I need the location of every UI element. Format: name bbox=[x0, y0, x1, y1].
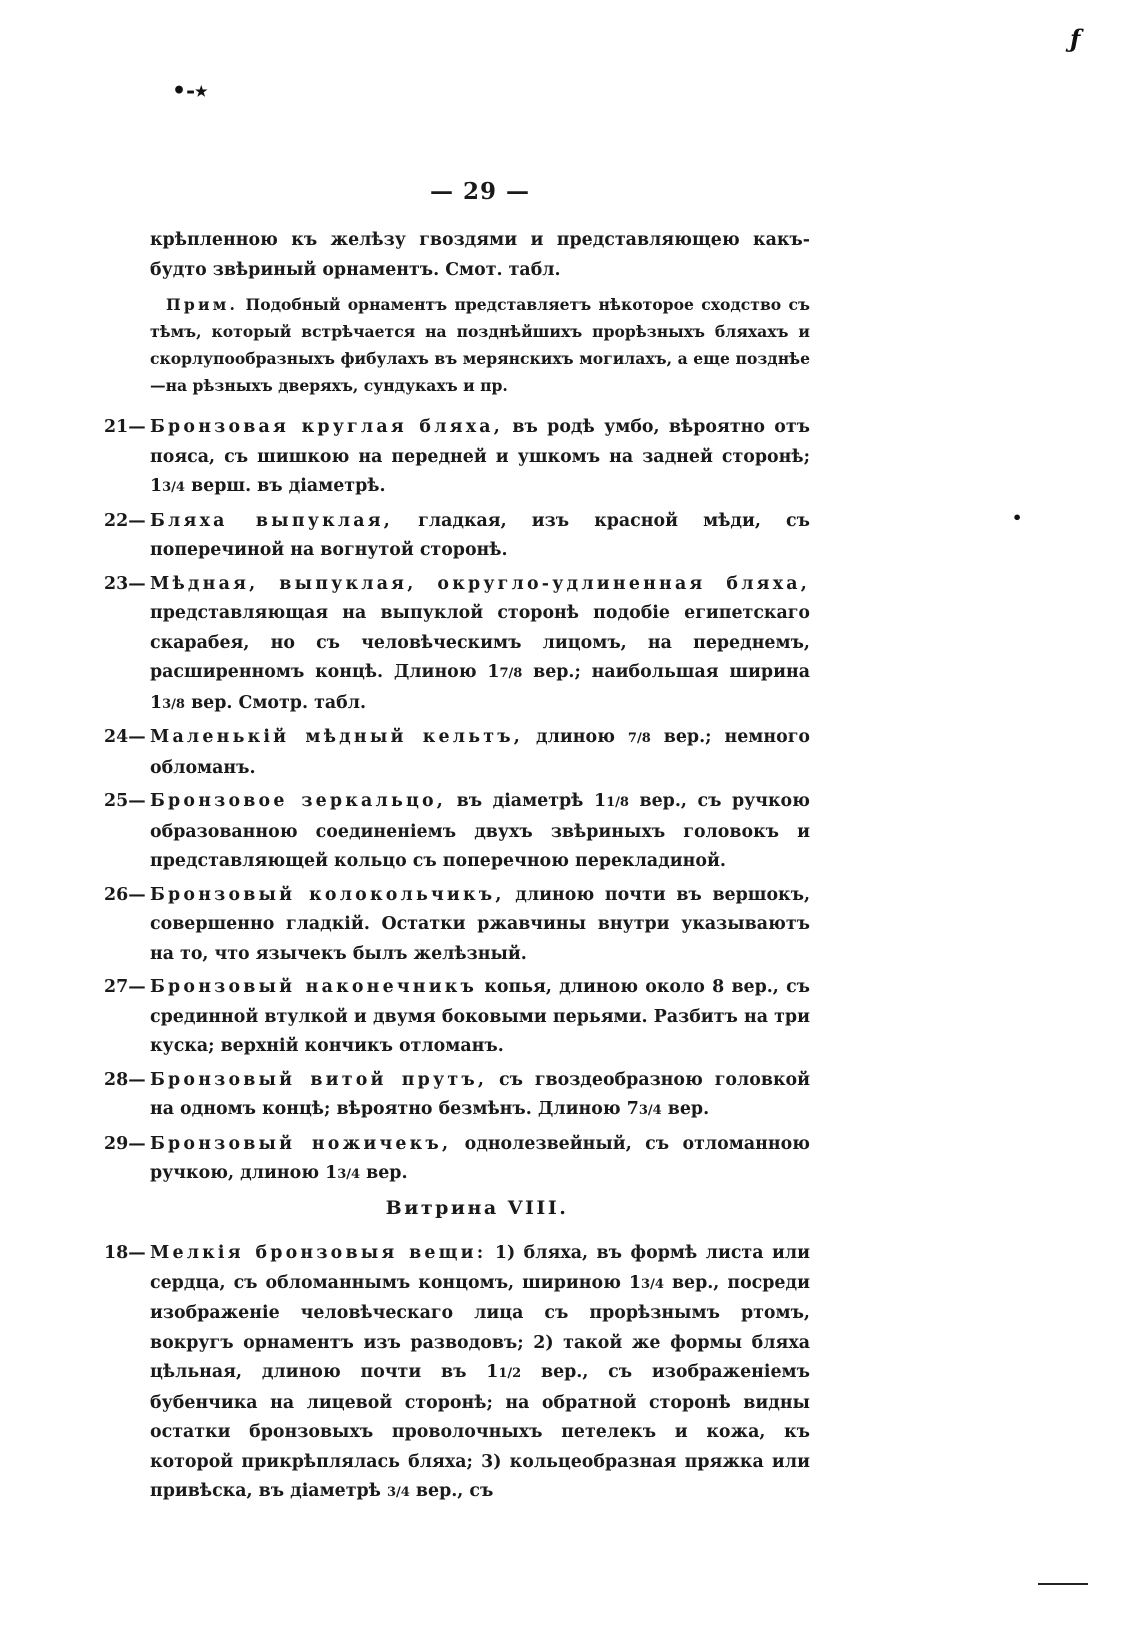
fraction: 3/4 bbox=[641, 1276, 664, 1292]
item-text: вер. bbox=[360, 1163, 408, 1183]
item-text: въ родѣ умбо, вѣроятно отъ пояса, съ шишкою на передней и ушкомъ на задней сторонѣ; 1 bbox=[150, 417, 811, 496]
bottom-rule bbox=[1038, 1583, 1088, 1585]
item-body bbox=[150, 973, 810, 1062]
item-number: 21— bbox=[104, 417, 146, 437]
fraction: 7/8 bbox=[499, 666, 523, 681]
section-heading: Витрина VIII. bbox=[385, 1196, 569, 1219]
item-body bbox=[150, 723, 810, 783]
catalog-item-29 bbox=[104, 1130, 810, 1190]
page-number: — 29 — bbox=[429, 178, 531, 205]
item-number: 25— bbox=[104, 791, 146, 811]
item-text: длиною bbox=[536, 727, 628, 747]
item-lead: Бронзовый колокольчикъ, bbox=[150, 884, 505, 905]
item-text: длиною почти въ вершокъ, совершенно гладкій. Остатки ржавчины внутри указываютъ на то, что язычекъ былъ желѣзный. bbox=[150, 884, 810, 964]
note-lead: Прим. bbox=[166, 295, 239, 314]
item-body bbox=[150, 507, 810, 566]
item-number: 26— bbox=[104, 884, 146, 905]
item-text: съ гвоздеобразною головкой на одномъ концѣ; вѣроятно безмѣнъ. Длиною 7 bbox=[150, 1069, 811, 1119]
item-text: вер., съ bbox=[409, 1481, 494, 1501]
continuation-paragraph bbox=[104, 226, 810, 285]
item-body bbox=[150, 413, 810, 503]
catalog-item-28 bbox=[104, 1066, 810, 1126]
item-text: 1) бляха, въ формѣ листа или сердца, съ обломаннымъ концомъ, шириною 1 bbox=[150, 1243, 811, 1293]
item-number: 23— bbox=[104, 573, 146, 594]
catalog-item-27 bbox=[104, 973, 810, 1062]
item-text: однолезвейный, съ отломанною ручкою, длиною 1 bbox=[150, 1133, 810, 1183]
item-number: 28— bbox=[104, 1069, 146, 1090]
item-lead: Мѣдная, выпуклая, округло-удлиненная бляха, bbox=[150, 573, 810, 594]
item-number: 22— bbox=[104, 510, 146, 531]
catalog-item-23 bbox=[104, 570, 810, 720]
item-text: гладкая, изъ красной мѣди, съ поперечиной на вогнутой сторонѣ. bbox=[150, 510, 810, 560]
item-lead: Мелкія бронзовыя вещи: bbox=[150, 1243, 487, 1263]
item-body bbox=[150, 570, 810, 720]
fraction: 1/2 bbox=[498, 1366, 522, 1381]
item-text: верш. въ діаметрѣ. bbox=[185, 476, 386, 496]
item-body bbox=[150, 1066, 810, 1126]
scan-mark-top-left: •-٭ bbox=[172, 78, 208, 104]
item-text: вер., съ изображеніемъ бубенчика на лицевой сторонѣ; на обратной сторонѣ видны остатки бронзовыхъ проволочныхъ петелекъ и кожа, къ которой прикрѣплялась бляха; 3) кольцеобразная пряжка или привѣска, въ діаметрѣ bbox=[150, 1362, 810, 1501]
item-lead: Маленькій мѣдный кельтъ, bbox=[150, 727, 524, 747]
catalog-item-21 bbox=[104, 413, 810, 503]
item-lead: Бронзовый витой прутъ, bbox=[150, 1069, 488, 1090]
item-number: 24— bbox=[104, 727, 146, 747]
item-text: копья, длиною около 8 вер., съ срединной втулкой и двумя боковыми перьями. Разбитъ на три куска; верхній кончикъ отломанъ. bbox=[150, 977, 811, 1056]
item-number: 27— bbox=[104, 977, 146, 997]
catalog-item-18 bbox=[104, 1239, 810, 1508]
fraction: 3/4 bbox=[386, 1485, 410, 1500]
item-number: 29— bbox=[104, 1133, 146, 1154]
item-body bbox=[150, 1239, 810, 1508]
fraction: 7/8 bbox=[627, 731, 651, 746]
item-lead: Бронзовый ножичекъ, bbox=[150, 1133, 452, 1154]
item-number: 18— bbox=[104, 1243, 146, 1263]
fraction: 3/4 bbox=[638, 1103, 662, 1118]
item-lead: Бронзовая круглая бляха, bbox=[150, 417, 504, 437]
item-lead: Бляха выпуклая, bbox=[150, 510, 394, 531]
scan-mark-top-right: ƒ bbox=[1070, 24, 1081, 53]
item-body bbox=[150, 1130, 810, 1190]
catalog-item-22 bbox=[104, 507, 810, 566]
catalog-item-24 bbox=[104, 723, 810, 783]
item-text: представляющая на выпуклой сторонѣ подобіе египетскаго скарабея, но съ человѣческимъ лицомъ, на переднемъ, расширенномъ концѣ. Длиною 1 bbox=[150, 603, 810, 682]
item-body bbox=[150, 787, 810, 877]
note-text: Подобный орнаментъ представляетъ нѣкоторое сходство съ тѣмъ, который встрѣчается на позднѣйшихъ прорѣзныхъ бляхахъ и скорлупообразныхъ фибулахъ въ мерянскихъ могилахъ, а еще позднѣе—на рѣзныхъ дверяхъ, сундукахъ и пр. bbox=[150, 295, 810, 395]
scan-mark-right-dot: • bbox=[1012, 508, 1023, 527]
item-text: вер.; немного обломанъ. bbox=[150, 727, 810, 778]
item-body bbox=[150, 881, 810, 970]
item-text: въ діаметрѣ 1 bbox=[456, 791, 607, 811]
fraction: 3/8 bbox=[162, 696, 186, 712]
fraction: 3/4 bbox=[162, 480, 186, 495]
item-text: вер. Смотр. табл. bbox=[185, 692, 367, 713]
item-text: вер., съ ручкою образованною соединеніемъ двухъ звѣриныхъ головокъ и представляющей кольцо съ поперечною перекладиной. bbox=[150, 791, 810, 871]
catalog-item-26 bbox=[104, 881, 810, 970]
item-lead: Бронзовый наконечникъ bbox=[150, 977, 478, 997]
fraction: 1/8 bbox=[606, 795, 629, 810]
fraction: 3/4 bbox=[337, 1167, 361, 1182]
catalog-item-25 bbox=[104, 787, 810, 877]
item-text: вер.; наибольшая ширина 1 bbox=[150, 662, 810, 713]
item-text: вер. bbox=[661, 1099, 710, 1119]
continuation-text: крѣпленною къ желѣзу гвоздями и представляющею какъ-будто звѣриный орнаментъ. Смот. табл. bbox=[150, 230, 810, 280]
footnote-paragraph bbox=[104, 291, 810, 399]
item-text: вер., посреди изображеніе человѣческаго лица съ прорѣзнымъ ртомъ, вокругъ орнаментъ изъ разводовъ; 2) такой же формы бляха цѣльная, длиною почти въ 1 bbox=[150, 1272, 810, 1382]
body-text bbox=[104, 226, 810, 1512]
item-lead: Бронзовое зеркальцо, bbox=[150, 791, 447, 811]
